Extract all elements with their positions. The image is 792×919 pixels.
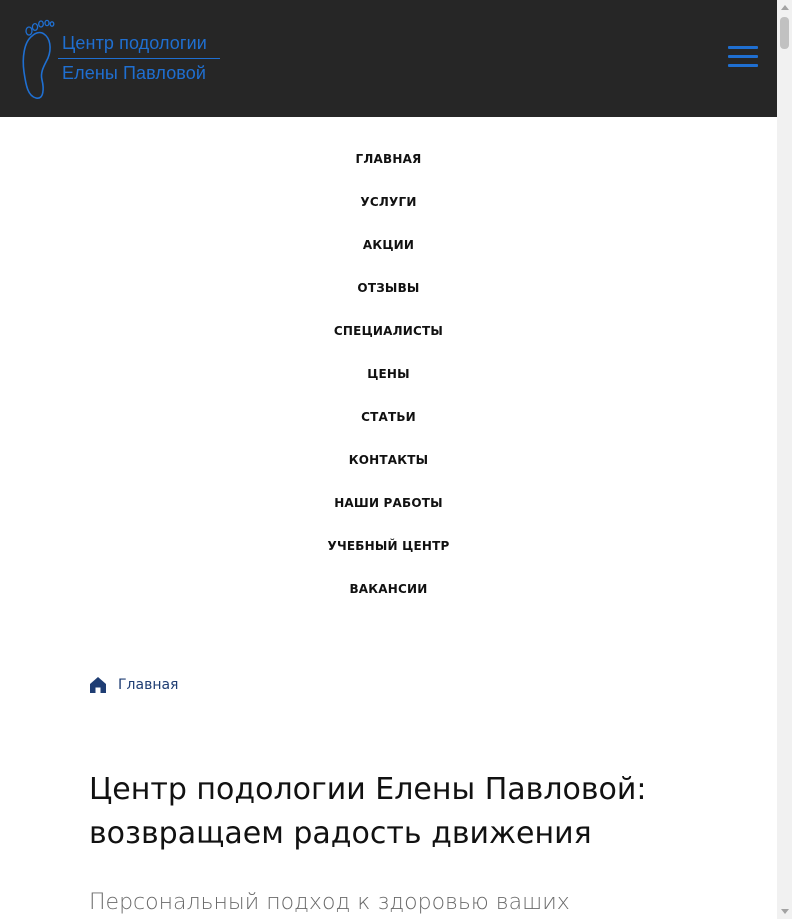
page-subtitle: Персональный подход к здоровью ваших	[89, 890, 570, 915]
hamburger-bar	[728, 46, 758, 49]
logo-text-line1: Центр подологии	[62, 33, 207, 53]
site-logo[interactable]	[18, 18, 223, 100]
nav-item-specialists[interactable]: СПЕЦИАЛИСТЫ	[333, 324, 444, 338]
nav-item-reviews[interactable]: ОТЗЫВЫ	[357, 281, 420, 295]
nav-item-training-center[interactable]: УЧЕБНЫЙ ЦЕНТР	[327, 539, 450, 553]
nav-item-services[interactable]: УСЛУГИ	[360, 195, 417, 209]
scrollbar-thumb[interactable]	[780, 17, 789, 49]
nav-item-articles[interactable]: СТАТЬИ	[361, 410, 416, 424]
main-nav	[0, 117, 777, 617]
home-icon[interactable]	[89, 676, 107, 694]
scroll-down-arrow-icon[interactable]	[781, 909, 789, 914]
logo-divider	[58, 58, 220, 59]
hamburger-menu-icon[interactable]	[728, 46, 758, 68]
page-title: Центр подологии Елены Павловой: возвращаем радость движения	[89, 772, 647, 851]
nav-item-prices[interactable]: ЦЕНЫ	[367, 367, 410, 381]
nav-item-our-works[interactable]: НАШИ РАБОТЫ	[334, 496, 443, 510]
breadcrumb-home-link[interactable]: Главная	[118, 677, 179, 693]
nav-item-home[interactable]: ГЛАВНАЯ	[355, 152, 422, 166]
site-header	[0, 0, 777, 117]
hamburger-bar	[728, 64, 758, 67]
nav-item-vacancies[interactable]: ВАКАНСИИ	[349, 582, 428, 596]
foot-icon	[18, 18, 58, 100]
hamburger-bar	[728, 55, 758, 58]
scroll-up-arrow-icon[interactable]	[781, 5, 789, 10]
vertical-scrollbar[interactable]	[777, 0, 792, 919]
breadcrumb	[89, 675, 178, 695]
nav-item-promotions[interactable]: АКЦИИ	[362, 238, 415, 252]
logo-text-line2: Елены Павловой	[62, 63, 207, 83]
nav-item-contacts[interactable]: КОНТАКТЫ	[348, 453, 429, 467]
